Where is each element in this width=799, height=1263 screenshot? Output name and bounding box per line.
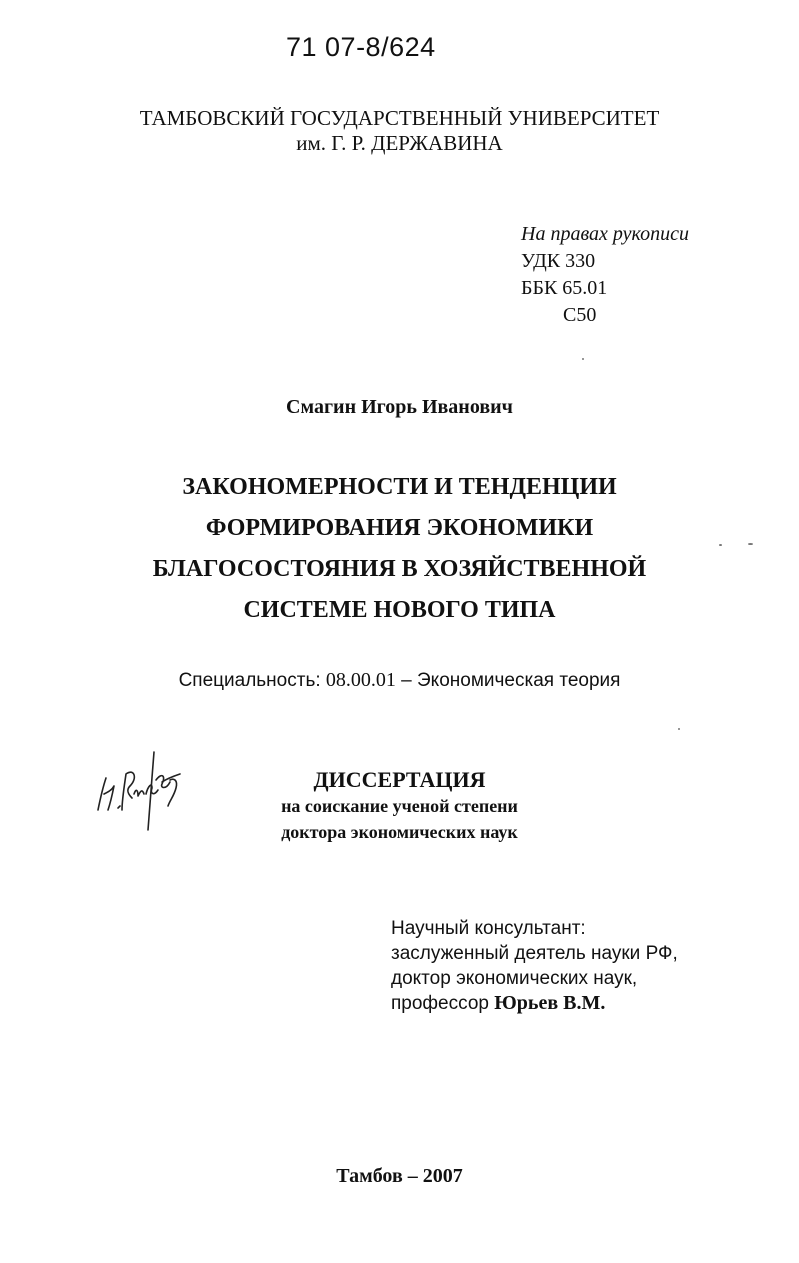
consultant-label: Научный консультант: [391,918,586,939]
scan-speck [748,543,753,545]
title-line: БЛАГОСОСТОЯНИЯ В ХОЗЯЙСТВЕННОЙ [152,556,647,582]
author-name: Смагин Игорь Иванович [286,396,513,418]
title-line: СИСТЕМЕ НОВОГО ТИПА [243,597,556,623]
specialty-field: – Экономическая теория [395,670,621,691]
university-subtitle: им. Г. Р. ДЕРЖАВИНА [296,131,503,155]
consultant-title: заслуженный деятель науки РФ, [391,943,678,964]
archive-code: 71 07-8/624 [286,32,436,62]
specialty-code: 08.00.01 [325,669,396,691]
consultant-prefix: профессор [391,993,495,1014]
scan-speck [582,358,584,360]
title-line: ФОРМИРОВАНИЯ ЭКОНОМИКИ [205,515,594,541]
degree-block [0,767,799,845]
udk-code: УДК 330 [521,250,596,272]
consultant-degree: доктор экономических наук, [391,968,638,989]
consultant-name: Юрьев В.М. [494,992,606,1014]
university-header [0,106,799,156]
degree-purpose: на соискание ученой степени [281,796,518,816]
degree-type: ДИССЕРТАЦИЯ [313,767,486,792]
dissertation-title [0,467,799,631]
specialty-label: Специальность: [178,670,326,691]
degree-level: доктора экономических наук [281,822,518,842]
consultant-block [391,916,678,1016]
manuscript-block [521,221,689,329]
manuscript-rights: На правах рукописи [521,223,689,245]
scan-speck [719,544,722,546]
specialty [0,669,799,692]
scan-speck [678,728,680,730]
place-year: Тамбов – 2007 [336,1165,463,1187]
university-name: ТАМБОВСКИЙ ГОСУДАРСТВЕННЫЙ УНИВЕРСИТЕТ [139,106,660,130]
author-code: С50 [563,304,597,326]
consultant-professor [391,991,678,1016]
title-line: ЗАКОНОМЕРНОСТИ И ТЕНДЕНЦИИ [182,474,617,500]
bbk-code: ББК 65.01 [521,277,608,299]
